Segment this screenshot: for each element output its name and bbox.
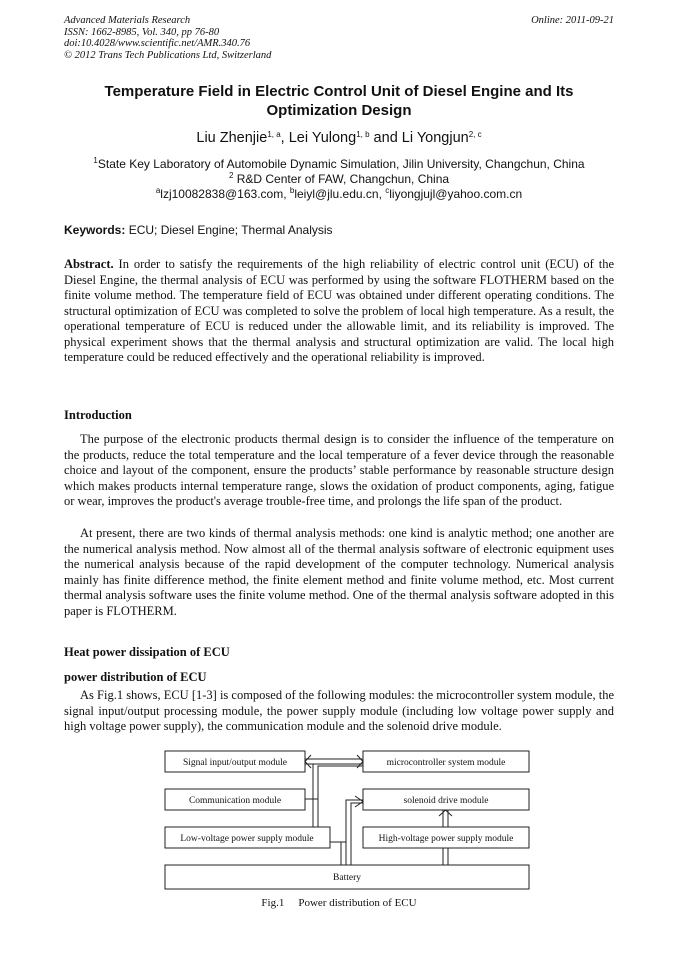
caption-number: Fig.1 [261,897,285,909]
issn-line: ISSN: 1662-8985, Vol. 340, pp 76-80 [64,26,220,38]
abstract-label: Abstract. [64,257,114,271]
section2-paragraph-1: As Fig.1 shows, ECU [1-3] is composed of the following modules: the microcontroller system module, the signal input/output processing module, the power supply module (including low voltage power supply and high voltage power supply), the communication module and the solenoid drive module. [64,688,614,733]
affiliation-2-sup: 2 [228,171,234,180]
author-separator: and [369,130,402,146]
email-c: liyongjujl@yahoo.com.cn [389,187,523,201]
section-heading-heat-power: Heat power dissipation of ECU [64,645,230,659]
journal-name: Advanced Materials Research [64,15,191,26]
doi-line: doi:10.4028/www.scientific.net/AMR.340.76 [64,38,251,49]
author-3: Li Yongjun [401,130,469,146]
email-b: leiyl@jlu.edu.cn, [294,187,386,201]
abstract-text: In order to satisfy the requirements of the high reliability of electric control unit (ECU) of the Diesel Engine, the thermal analysis of ECU was performed by using the software FLOTHERM based on the finite volume method. The temperature field of ECU was obtained under different operating conditions. The structural optimization of ECU was completed to solve the problem of local high temperature. As a result, the operational temperature of ECU is reduced under the allowable limit, and its reliability is improved. The physical experiment shows that the thermal analysis and structural optimization are valid. The local high temperature could be reduced effectively and the operational reliability is improved. [64,257,614,364]
email-b-sup: b [289,186,295,195]
title-line-1: Temperature Field in Electric Control Unit of Diesel Engine and Its [104,83,574,100]
online-date: Online: 2011-09-21 [531,15,614,26]
author-3-sup: 2, c [468,130,482,139]
signal-io-label: Signal input/output module [183,758,287,768]
email-c-sup: c [385,186,390,195]
affiliation-1-sup: 1 [93,156,98,165]
battery-label: Battery [333,873,361,883]
communication-label: Communication module [188,796,282,806]
keywords-label: Keywords: [64,223,126,237]
copyright-line: © 2012 Trans Tech Publications Ltd, Switzerland [64,49,272,61]
email-a-sup: a [155,186,161,195]
microcontroller-label: microcontroller system module [386,758,506,768]
high-voltage-label: High-voltage power supply module [378,834,514,844]
intro-paragraph-1: The purpose of the electronic products thermal design is to consider the influence of the temperature on the products, reduce the total temperature and the local temperature of a fever device through the reasonable choice and layout of the component, ensure the products’ stable performance by reasonable structure design which makes products internal temperature range, slows the oxidation of product components, aging, fatigue or wear, improves the product's average trouble-free time, and prolongs the life span of the product. [64,432,614,508]
figure-1-caption [0,897,678,909]
affiliation-1-text: State Key Laboratory of Automobile Dynamic Simulation, Jilin University, Changchun, China [97,157,585,171]
caption-text: Power distribution of ECU [298,897,417,909]
intro-paragraph-2: At present, there are two kinds of thermal analysis methods: one kind is analytic method; one another are the numerical analysis method. Now almost all of the thermal analysis software of electronic equipment uses the numerical analysis because of the rapid development of the computer technology. Numerical analysis mainly has finite difference method, the finite element method and finite volume method, etc. Most current thermal analysis software uses the finite volume method. One of the thermal analysis software adopted in this paper is FLOTHERM. [64,526,614,618]
solenoid-label: solenoid drive module [403,796,489,806]
author-1-sup: 1, a [267,130,281,139]
author-separator: , [280,130,289,146]
keywords-text: ECU; Diesel Engine; Thermal Analysis [125,223,333,237]
low-voltage-label: Low-voltage power supply module [180,834,314,844]
introduction-heading: Introduction [64,408,132,422]
title-line-2: Optimization Design [266,102,412,119]
author-1: Liu Zhenjie [196,130,268,146]
affiliation-2-text: R&D Center of FAW, Changchun, China [233,172,450,186]
email-a: lzj10082838@163.com, [160,187,290,201]
author-2-sup: 1, b [356,130,370,139]
author-2: Lei Yulong [288,130,357,146]
subsection-heading-power-distribution: power distribution of ECU [64,670,207,684]
